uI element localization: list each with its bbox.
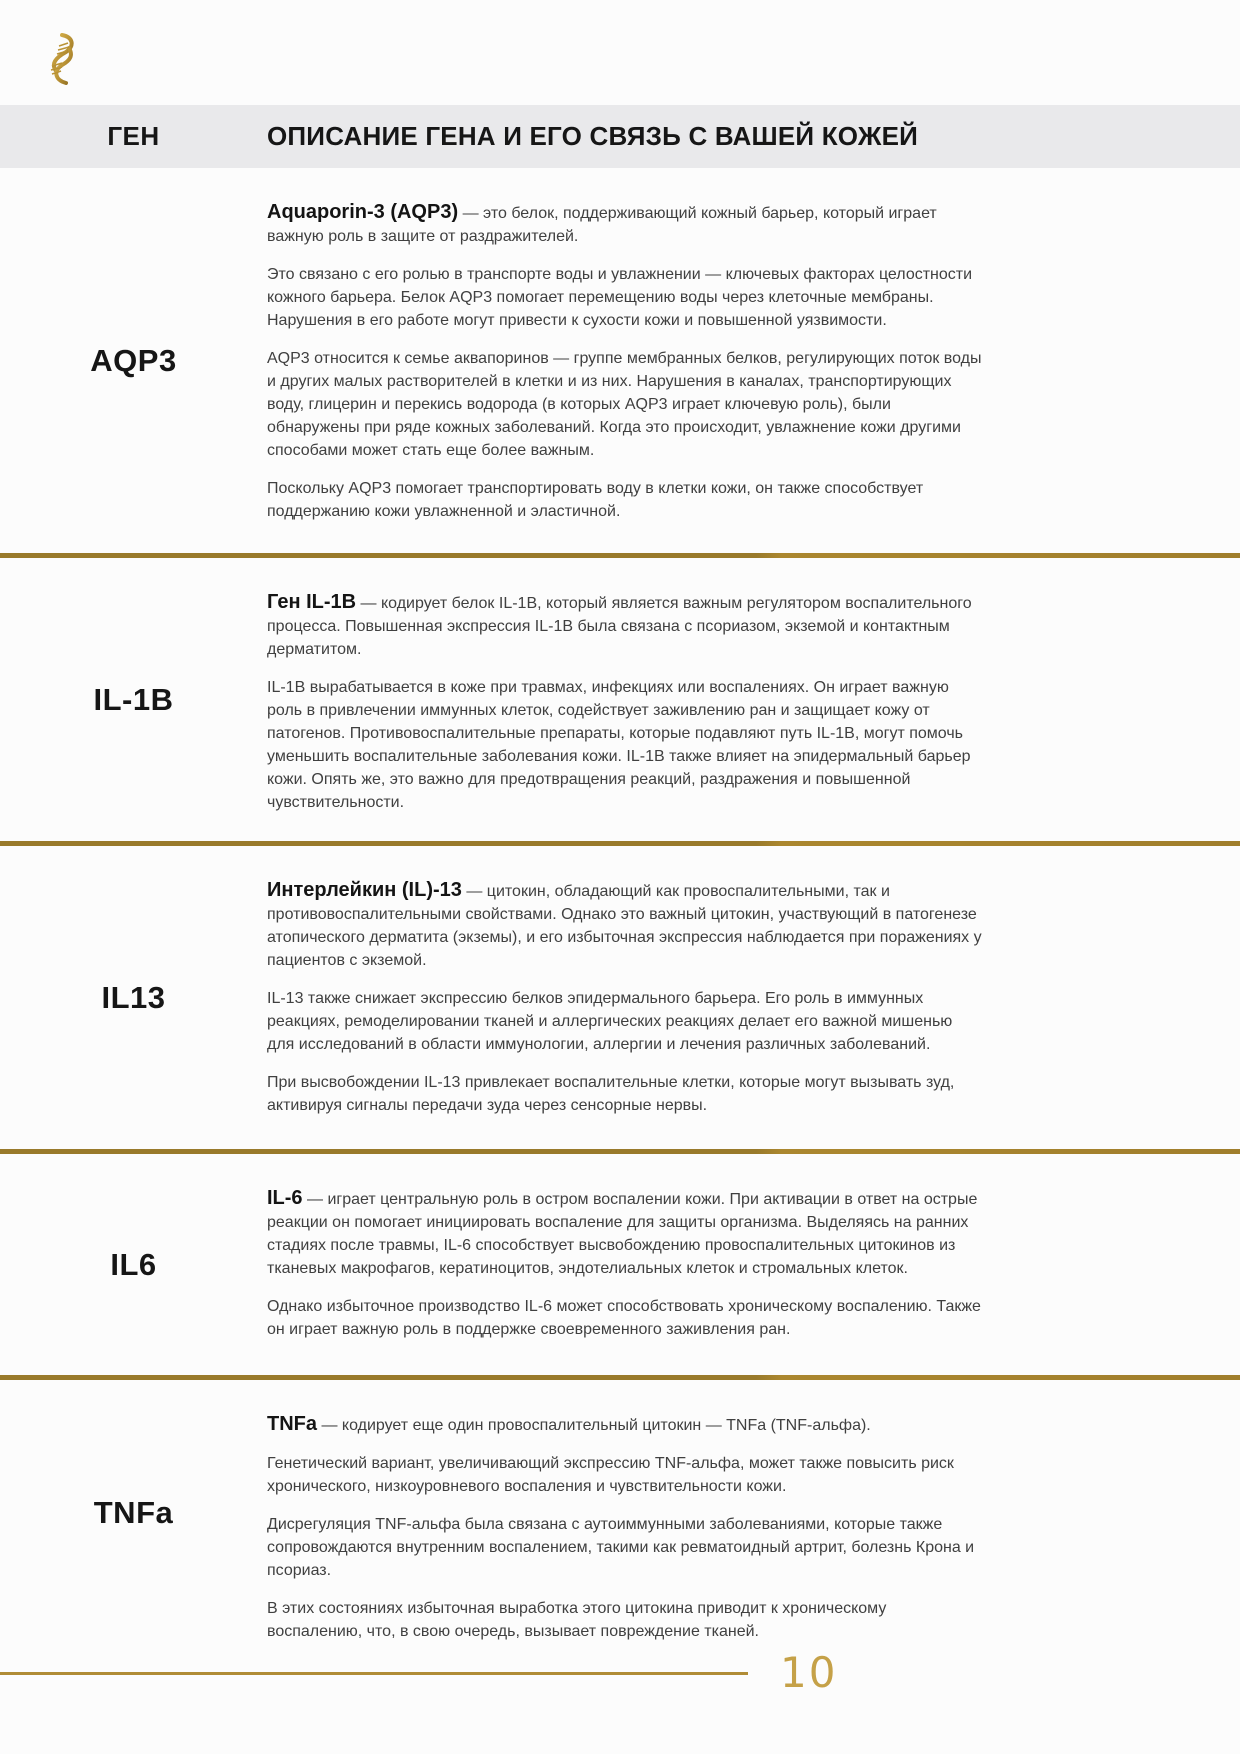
paragraph [267, 591, 982, 661]
gene-cell [0, 846, 267, 1149]
gene-lead: Ген IL-1B [267, 591, 357, 613]
paragraph-text: AQP3 относится к семье аквапоринов — группе мембранных белков, регулирующих поток воды и других малых растворителей в клетки и из них. Нарушения в каналах, транспортирующих воду, глицерин и перекись водорода (в которых AQP3 играет ключевую роль), были обнаружены при ряде кожных заболеваний. Когда это происходит, увлажнение кожи другими способами может стать еще более важным. [267, 350, 982, 459]
page-number: 10 [780, 1648, 838, 1697]
table-row [0, 558, 1240, 841]
column-header-description: ОПИСАНИЕ ГЕНА И ЕГО СВЯЗЬ С ВАШЕЙ КОЖЕЙ [267, 121, 918, 151]
gene-name: IL13 [101, 979, 166, 1015]
paragraph [267, 1187, 982, 1280]
paragraph-text: IL-13 также снижает экспрессию белков эпидермального барьера. Его роль в иммунных реакциях, ремоделировании тканей и аллергических реакциях делает его важной мишенью для исследований в области иммунологии, аллергии и лечения различных заболеваний. [267, 990, 953, 1053]
gene-lead: IL-6 [267, 1187, 303, 1209]
paragraph [267, 1513, 982, 1582]
paragraph-text: В этих состояниях избыточная выработка этого цитокина приводит к хроническому воспалению, что, в свою очередь, вызывает повреждение тканей. [267, 1600, 887, 1640]
description-cell [267, 1380, 982, 1645]
paragraph-text: IL-1B вырабатывается в коже при травмах, инфекциях или воспалениях. Он играет важную роль в привлечении иммунных клеток, содействует заживлению ран и защищает кожу от патогенов. Противовоспалительные препараты, которые подавляют путь IL-1B, могут помочь уменьшить воспалительные заболевания кожи. IL-1B также влияет на эпидермальный барьер кожи. Опять же, это важно для предотвращения реакций, раздражения и повышенной чувствительности. [267, 679, 971, 811]
table-row [0, 846, 1240, 1149]
paragraph-text: Дисрегуляция TNF-альфа была связана с аутоиммунными заболеваниями, которые также сопровождаются внутренним воспалением, такими как ревматоидный артрит, болезнь Крона и псориаз. [267, 1516, 975, 1579]
paragraph [267, 477, 982, 523]
description-cell [267, 1154, 982, 1375]
table-header [0, 105, 1240, 168]
paragraph [267, 879, 982, 972]
paragraph-text: Однако избыточное производство IL-6 может способствовать хроническому воспалению. Также он играет важную роль в поддержке своевременного заживления ран. [267, 1298, 981, 1338]
gene-name: IL-1B [93, 681, 174, 717]
dna-helix-icon [42, 33, 78, 85]
paragraph-text: — играет центральную роль в остром воспалении кожи. При активации в ответ на острые реакции он помогает инициировать воспаление для защиты организма. Выделяясь на ранних стадиях после травмы, IL-6 способствует высвобождению провоспалительных цитокинов из тканевых макрофагов, кератиноцитов, эндотелиальных клеток и стромальных клеток. [267, 1191, 978, 1277]
gene-lead: TNFa [267, 1413, 317, 1435]
paragraph-text: Это связано с его ролью в транспорте воды и увлажнении — ключевых факторах целостности кожного барьера. Белок AQP3 помогает перемещению воды через клеточные мембраны. Нарушения в его работе могут привести к сухости кожи и повышенной уязвимости. [267, 266, 973, 329]
paragraph [267, 987, 982, 1056]
gene-name: AQP3 [90, 342, 177, 378]
description-cell [267, 558, 982, 841]
paragraph-text: Поскольку AQP3 помогает транспортировать воду в клетки кожи, он также способствует поддержанию кожи увлажненной и эластичной. [267, 480, 924, 520]
paragraph [267, 1413, 982, 1437]
gene-name: IL6 [110, 1246, 157, 1282]
column-header-gene: ГЕН [107, 121, 160, 151]
gene-lead: Aquaporin-3 (AQP3) [267, 201, 459, 223]
gene-cell [0, 1380, 267, 1645]
table-row [0, 1154, 1240, 1375]
paragraph-text: — это белок, поддерживающий кожный барьер, который играет важную роль в защите от раздражителей. [267, 205, 937, 245]
paragraph-text: — кодирует белок IL-1B, который является важным регулятором воспалительного процесса. Повышенная экспрессия IL-1B была связана с псориазом, экземой и контактным дерматитом. [267, 595, 972, 658]
paragraph-text: — цитокин, обладающий как провоспалительными, так и противовоспалительными свойствами. Однако это важный цитокин, участвующий в патогенезе атопического дерматита (экземы), и его избыточная экспрессия наблюдается при поражениях у пациентов с экземой. [267, 883, 982, 969]
footer-rule [0, 1672, 748, 1675]
paragraph-text: — кодирует еще один провоспалительный цитокин — TNFa (TNF-альфа). [317, 1417, 871, 1434]
paragraph [267, 1071, 982, 1117]
paragraph [267, 1295, 982, 1341]
logo-area [0, 0, 1240, 105]
description-cell [267, 846, 982, 1149]
paragraph-text: При высвобождении IL-13 привлекает воспалительные клетки, которые могут вызывать зуд, активируя сигналы передачи зуда через сенсорные нервы. [267, 1074, 955, 1114]
gene-name: TNFa [93, 1494, 174, 1530]
description-cell [267, 168, 982, 553]
gene-lead: Интерлейкин (IL)-13 [267, 879, 462, 901]
paragraph-text: Генетический вариант, увеличивающий экспрессию TNF-альфа, может также повысить риск хронического, низкоуровневого воспаления и чувствительности кожи. [267, 1455, 954, 1495]
paragraph [267, 1597, 982, 1643]
paragraph [267, 201, 982, 248]
table-row [0, 1380, 1240, 1645]
table-row [0, 168, 1240, 553]
paragraph [267, 347, 982, 462]
gene-cell [0, 558, 267, 841]
paragraph [267, 1452, 982, 1498]
gene-cell [0, 1154, 267, 1375]
paragraph [267, 676, 982, 814]
paragraph [267, 263, 982, 332]
gene-cell [0, 168, 267, 553]
page-footer [0, 1645, 1240, 1754]
